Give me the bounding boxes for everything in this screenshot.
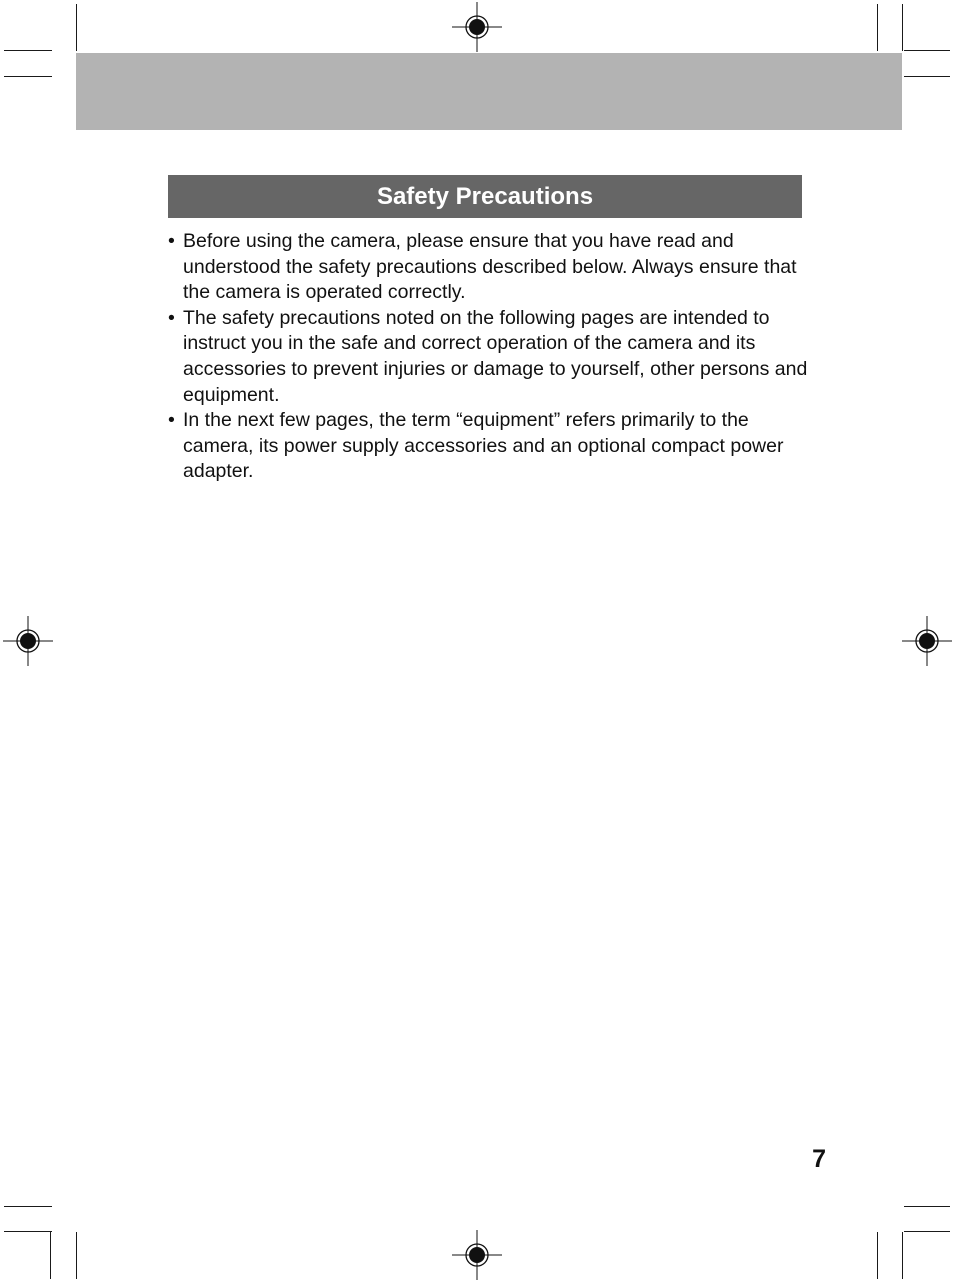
crop-mark-icon <box>4 50 52 51</box>
page-number: 7 <box>812 1145 826 1173</box>
bullet-icon: • <box>168 306 175 329</box>
list-item <box>168 306 808 408</box>
registration-target-icon <box>3 616 53 666</box>
list-item <box>168 229 808 306</box>
bullet-icon: • <box>168 230 175 252</box>
crop-mark-icon <box>50 1232 51 1279</box>
bullet-icon: • <box>168 409 175 432</box>
crop-mark-icon <box>904 1231 950 1232</box>
crop-mark-icon <box>4 76 52 77</box>
list-item-text: Before using the camera, please ensure that you have read and understood the safety precautions described below. Always ensure that the camera is operated correctly. <box>183 230 797 304</box>
list-item-text: The safety precautions noted on the following pages are intended to instruct you in the safe and correct operation of the camera and its accessories to prevent injuries or damage to yourself, other persons and equipment. <box>183 306 808 406</box>
crop-mark-icon <box>904 76 950 77</box>
crop-mark-icon <box>904 50 950 51</box>
precaution-list <box>168 229 808 485</box>
list-item-text: In the next few pages, the term “equipment” refers primarily to the camera, its power supply accessories and an optional compact power adapter. <box>183 409 784 483</box>
crop-mark-icon <box>904 1206 950 1207</box>
crop-mark-icon <box>4 1231 52 1232</box>
crop-mark-icon <box>76 4 77 51</box>
crop-mark-icon <box>877 4 878 51</box>
section-title: Safety Precautions <box>168 175 802 218</box>
crop-mark-icon <box>902 1232 903 1279</box>
header-band <box>76 53 902 130</box>
registration-target-icon <box>902 616 952 666</box>
crop-mark-icon <box>877 1232 878 1279</box>
registration-target-icon <box>452 2 502 52</box>
list-item <box>168 408 808 485</box>
crop-mark-icon <box>4 1206 52 1207</box>
registration-target-icon <box>452 1230 502 1280</box>
crop-mark-icon <box>902 4 903 51</box>
crop-mark-icon <box>76 1232 77 1279</box>
